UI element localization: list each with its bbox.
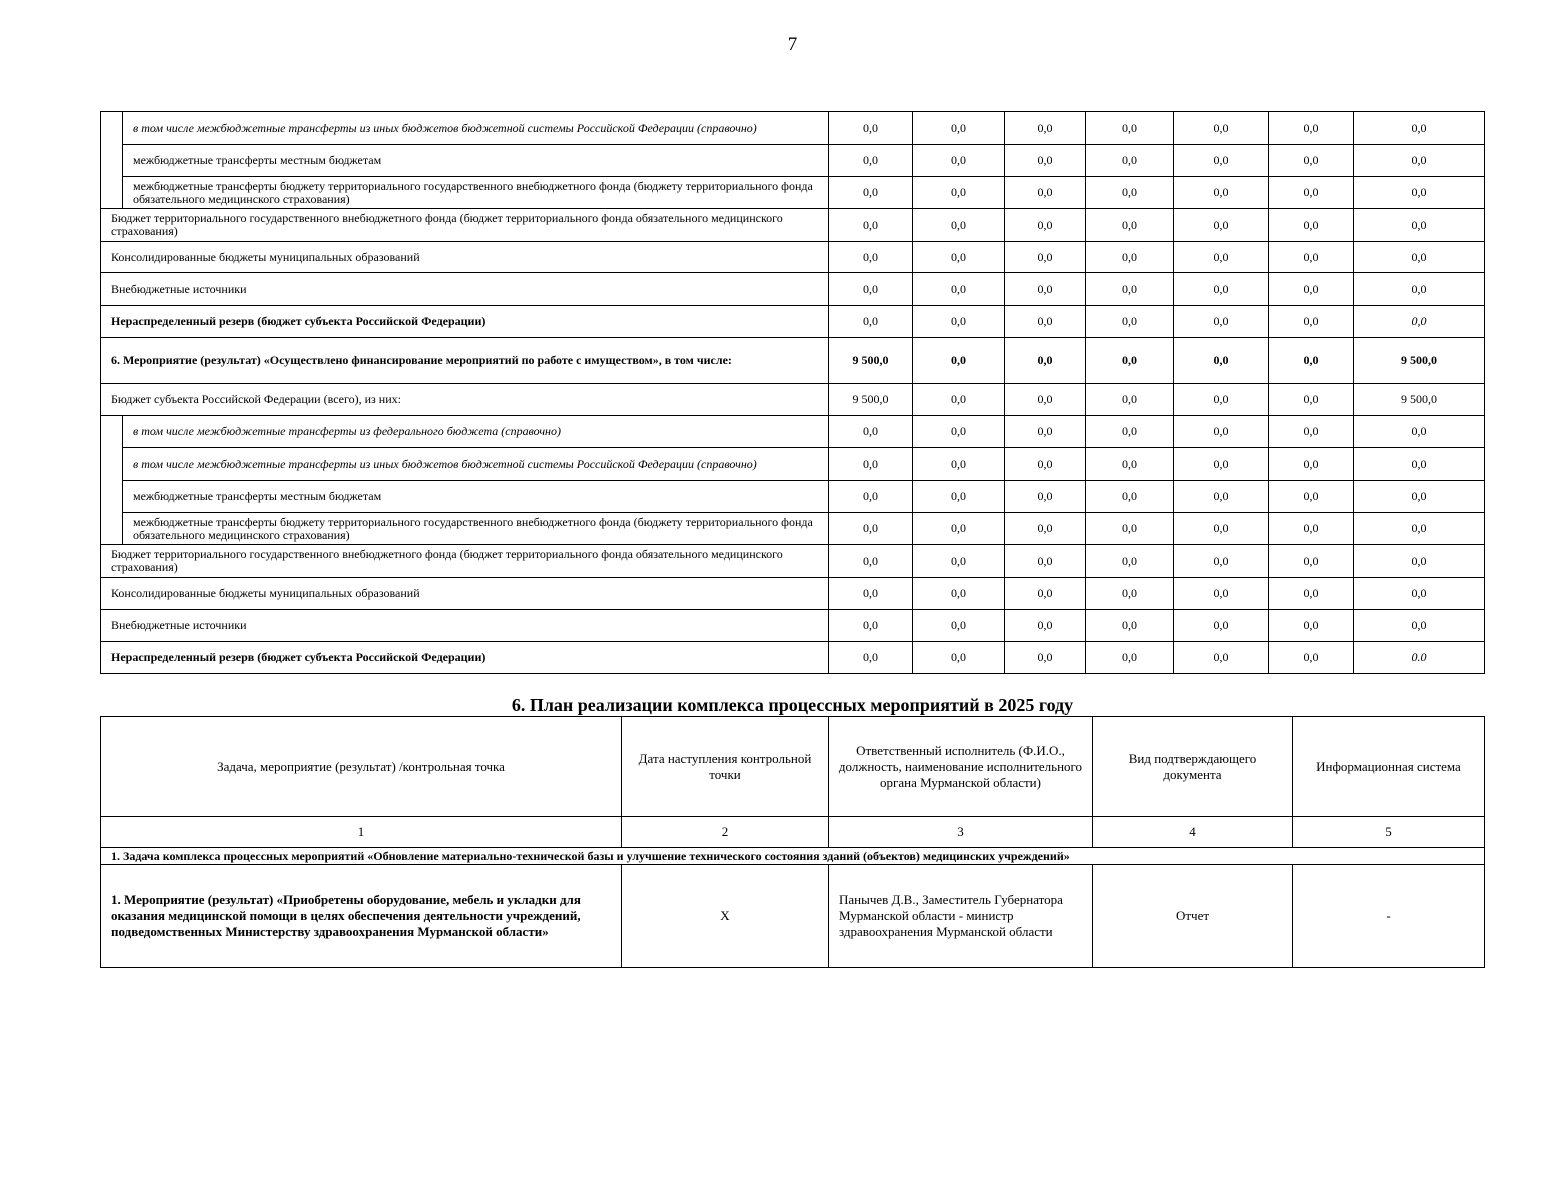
value-cell: 0,0 — [1005, 242, 1086, 273]
value-cell: 0,0 — [829, 306, 913, 338]
value-cell: 0,0 — [1086, 384, 1174, 416]
plan-event-row — [101, 865, 1485, 968]
value-cell: 0.0 — [1354, 642, 1485, 674]
finance-row — [101, 448, 1485, 481]
header-responsible: Ответственный исполнитель (Ф.И.О., должность, наименование исполнительного органа Мурманской области) — [829, 717, 1093, 817]
value-cell: 0,0 — [1005, 273, 1086, 306]
finance-row — [101, 610, 1485, 642]
value-cell: 0,0 — [1354, 513, 1485, 545]
row-label: в том числе межбюджетные трансферты из федерального бюджета (справочно) — [123, 416, 829, 448]
value-cell: 0,0 — [913, 112, 1005, 145]
value-cell: 0,0 — [913, 642, 1005, 674]
value-cell: 0,0 — [1174, 209, 1269, 242]
value-cell: 0,0 — [1174, 610, 1269, 642]
value-cell: 0,0 — [1269, 209, 1354, 242]
value-cell: 0,0 — [1354, 481, 1485, 513]
value-cell: 0,0 — [913, 242, 1005, 273]
column-number: 3 — [829, 817, 1093, 848]
finance-row — [101, 338, 1485, 384]
value-cell: 0,0 — [913, 578, 1005, 610]
finance-table — [100, 111, 1485, 674]
value-cell: 0,0 — [829, 177, 913, 209]
value-cell: 0,0 — [1005, 209, 1086, 242]
value-cell: 0,0 — [1354, 306, 1485, 338]
value-cell: 0,0 — [1269, 384, 1354, 416]
value-cell: 0,0 — [913, 209, 1005, 242]
value-cell: 0,0 — [1086, 578, 1174, 610]
value-cell: 0,0 — [1354, 610, 1485, 642]
value-cell: 0,0 — [1086, 642, 1174, 674]
value-cell: 0,0 — [1269, 448, 1354, 481]
event-document: Отчет — [1093, 865, 1293, 968]
value-cell: 0,0 — [913, 177, 1005, 209]
finance-row — [101, 273, 1485, 306]
value-cell: 0,0 — [1005, 338, 1086, 384]
value-cell: 0,0 — [1174, 481, 1269, 513]
value-cell: 0,0 — [1086, 242, 1174, 273]
value-cell: 0,0 — [1354, 242, 1485, 273]
section-title: 6. План реализации комплекса процессных мероприятий в 2025 году — [511, 695, 1074, 715]
value-cell: 0,0 — [1269, 610, 1354, 642]
value-cell: 0,0 — [1354, 112, 1485, 145]
value-cell: 0,0 — [1269, 177, 1354, 209]
finance-row — [101, 306, 1485, 338]
row-label: Внебюджетные источники — [101, 610, 829, 642]
value-cell: 0,0 — [1174, 145, 1269, 177]
event-system: - — [1293, 865, 1485, 968]
value-cell: 0,0 — [1269, 416, 1354, 448]
value-cell: 0,0 — [1005, 384, 1086, 416]
value-cell: 0,0 — [1086, 209, 1174, 242]
value-cell: 0,0 — [1354, 416, 1485, 448]
value-cell: 0,0 — [1174, 242, 1269, 273]
value-cell: 0,0 — [1174, 338, 1269, 384]
value-cell: 0,0 — [1174, 306, 1269, 338]
value-cell: 0,0 — [1086, 545, 1174, 578]
task-title: 1. Задача комплекса процессных мероприятий «Обновление материально-технической базы и улучшение технического состояния зданий (объектов) медицинских учреждений» — [101, 848, 1485, 865]
row-label: Нераспределенный резерв (бюджет субъекта Российской Федерации) — [101, 642, 829, 674]
value-cell: 0,0 — [829, 578, 913, 610]
value-cell: 0,0 — [1086, 338, 1174, 384]
indent-cell — [101, 145, 123, 177]
value-cell: 0,0 — [1269, 306, 1354, 338]
finance-row — [101, 242, 1485, 273]
value-cell: 0,0 — [1174, 416, 1269, 448]
row-label: Консолидированные бюджеты муниципальных образований — [101, 242, 829, 273]
value-cell: 0,0 — [1174, 513, 1269, 545]
value-cell: 0,0 — [1269, 642, 1354, 674]
row-label: межбюджетные трансферты бюджету территориального государственного внебюджетного фонда (бюджету территориального фонда обязательного медицинского страхования) — [123, 513, 829, 545]
value-cell: 0,0 — [1005, 481, 1086, 513]
finance-row — [101, 209, 1485, 242]
value-cell: 0,0 — [1086, 448, 1174, 481]
row-label: межбюджетные трансферты бюджету территориального государственного внебюджетного фонда (бюджету территориального фонда обязательного медицинского страхования) — [123, 177, 829, 209]
indent-cell — [101, 481, 123, 513]
column-number: 5 — [1293, 817, 1485, 848]
value-cell: 0,0 — [913, 338, 1005, 384]
value-cell: 9 500,0 — [1354, 338, 1485, 384]
row-label: Бюджет территориального государственного внебюджетного фонда (бюджет территориального фонда обязательного медицинского страхования) — [101, 209, 829, 242]
event-name: 1. Мероприятие (результат) «Приобретены оборудование, мебель и укладки для оказания медицинской помощи в целях обеспечения деятельности учреждений, подведомственных Министерству здравоохранения Мурманской области» — [101, 865, 622, 968]
value-cell: 0,0 — [1005, 578, 1086, 610]
finance-row — [101, 112, 1485, 145]
column-number: 2 — [622, 817, 829, 848]
event-responsible: Панычев Д.В., Заместитель Губернатора Мурманской области - министр здравоохранения Мурманской области — [829, 865, 1093, 968]
value-cell: 0,0 — [829, 416, 913, 448]
value-cell: 0,0 — [1269, 578, 1354, 610]
value-cell: 0,0 — [913, 545, 1005, 578]
row-label: Внебюджетные источники — [101, 273, 829, 306]
value-cell: 0,0 — [1354, 273, 1485, 306]
value-cell: 0,0 — [1086, 273, 1174, 306]
value-cell: 0,0 — [829, 145, 913, 177]
event-date: X — [622, 865, 829, 968]
value-cell: 0,0 — [913, 384, 1005, 416]
value-cell: 0,0 — [1174, 384, 1269, 416]
value-cell: 0,0 — [913, 448, 1005, 481]
value-cell: 0,0 — [829, 545, 913, 578]
value-cell: 0,0 — [829, 642, 913, 674]
value-cell: 0,0 — [1354, 448, 1485, 481]
value-cell: 0,0 — [1086, 177, 1174, 209]
row-label: 6. Мероприятие (результат) «Осуществлено финансирование мероприятий по работе с имуществом», в том числе: — [101, 338, 829, 384]
value-cell: 0,0 — [1086, 145, 1174, 177]
value-cell: 0,0 — [913, 481, 1005, 513]
row-label: Нераспределенный резерв (бюджет субъекта Российской Федерации) — [101, 306, 829, 338]
value-cell: 0,0 — [1174, 177, 1269, 209]
value-cell: 0,0 — [1354, 578, 1485, 610]
value-cell: 0,0 — [1086, 416, 1174, 448]
plan-header-row — [101, 717, 1485, 817]
value-cell: 0,0 — [1174, 273, 1269, 306]
value-cell: 0,0 — [1005, 112, 1086, 145]
value-cell: 0,0 — [1174, 642, 1269, 674]
row-label: Бюджет территориального государственного внебюджетного фонда (бюджет территориального фонда обязательного медицинского страхования) — [101, 545, 829, 578]
value-cell: 0,0 — [1005, 306, 1086, 338]
row-label: Бюджет субъекта Российской Федерации (всего), из них: — [101, 384, 829, 416]
finance-row — [101, 177, 1485, 209]
value-cell: 9 500,0 — [1354, 384, 1485, 416]
row-label: в том числе межбюджетные трансферты из иных бюджетов бюджетной системы Российской Федерации (справочно) — [123, 112, 829, 145]
value-cell: 0,0 — [829, 448, 913, 481]
indent-cell — [101, 513, 123, 545]
value-cell: 0,0 — [1174, 545, 1269, 578]
row-label: в том числе межбюджетные трансферты из иных бюджетов бюджетной системы Российской Федерации (справочно) — [123, 448, 829, 481]
value-cell: 0,0 — [1005, 416, 1086, 448]
header-date: Дата наступления контрольной точки — [622, 717, 829, 817]
value-cell: 0,0 — [829, 209, 913, 242]
value-cell: 0,0 — [913, 145, 1005, 177]
header-system: Информационная система — [1293, 717, 1485, 817]
page-number: 7 — [787, 34, 798, 55]
value-cell: 0,0 — [1005, 177, 1086, 209]
finance-row — [101, 578, 1485, 610]
value-cell: 0,0 — [913, 306, 1005, 338]
indent-cell — [101, 416, 123, 448]
value-cell: 0,0 — [1174, 112, 1269, 145]
finance-row — [101, 384, 1485, 416]
value-cell: 0,0 — [1086, 481, 1174, 513]
plan-table — [100, 716, 1485, 968]
value-cell: 0,0 — [913, 513, 1005, 545]
value-cell: 0,0 — [1354, 545, 1485, 578]
row-label: межбюджетные трансферты местным бюджетам — [123, 145, 829, 177]
value-cell: 0,0 — [1005, 642, 1086, 674]
value-cell: 0,0 — [1086, 610, 1174, 642]
finance-row — [101, 642, 1485, 674]
finance-row — [101, 545, 1485, 578]
value-cell: 0,0 — [1269, 481, 1354, 513]
value-cell: 0,0 — [913, 610, 1005, 642]
column-number: 1 — [101, 817, 622, 848]
value-cell: 0,0 — [1269, 338, 1354, 384]
value-cell: 0,0 — [1269, 145, 1354, 177]
finance-row — [101, 416, 1485, 448]
value-cell: 0,0 — [1354, 145, 1485, 177]
finance-row — [101, 481, 1485, 513]
finance-row — [101, 145, 1485, 177]
finance-row — [101, 513, 1485, 545]
value-cell: 0,0 — [1354, 177, 1485, 209]
row-label: межбюджетные трансферты местным бюджетам — [123, 481, 829, 513]
value-cell: 0,0 — [1005, 545, 1086, 578]
value-cell: 0,0 — [1005, 513, 1086, 545]
value-cell: 0,0 — [1005, 610, 1086, 642]
value-cell: 0,0 — [1086, 306, 1174, 338]
value-cell: 0,0 — [1005, 145, 1086, 177]
value-cell: 0,0 — [1354, 209, 1485, 242]
plan-number-row — [101, 817, 1485, 848]
plan-task-row — [101, 848, 1485, 865]
value-cell: 9 500,0 — [829, 338, 913, 384]
column-number: 4 — [1093, 817, 1293, 848]
value-cell: 9 500,0 — [829, 384, 913, 416]
row-label: Консолидированные бюджеты муниципальных образований — [101, 578, 829, 610]
value-cell: 0,0 — [829, 112, 913, 145]
value-cell: 0,0 — [829, 513, 913, 545]
value-cell: 0,0 — [829, 242, 913, 273]
value-cell: 0,0 — [1005, 448, 1086, 481]
value-cell: 0,0 — [829, 273, 913, 306]
header-task: Задача, мероприятие (результат) /контрольная точка — [101, 717, 622, 817]
header-document: Вид подтверждающего документа — [1093, 717, 1293, 817]
value-cell: 0,0 — [1086, 112, 1174, 145]
value-cell: 0,0 — [1269, 545, 1354, 578]
value-cell: 0,0 — [1174, 578, 1269, 610]
value-cell: 0,0 — [1269, 112, 1354, 145]
value-cell: 0,0 — [829, 610, 913, 642]
indent-cell — [101, 112, 123, 145]
value-cell: 0,0 — [1174, 448, 1269, 481]
indent-cell — [101, 177, 123, 209]
value-cell: 0,0 — [1269, 242, 1354, 273]
value-cell: 0,0 — [1269, 273, 1354, 306]
value-cell: 0,0 — [1086, 513, 1174, 545]
value-cell: 0,0 — [913, 273, 1005, 306]
value-cell: 0,0 — [829, 481, 913, 513]
indent-cell — [101, 448, 123, 481]
value-cell: 0,0 — [913, 416, 1005, 448]
value-cell: 0,0 — [1269, 513, 1354, 545]
